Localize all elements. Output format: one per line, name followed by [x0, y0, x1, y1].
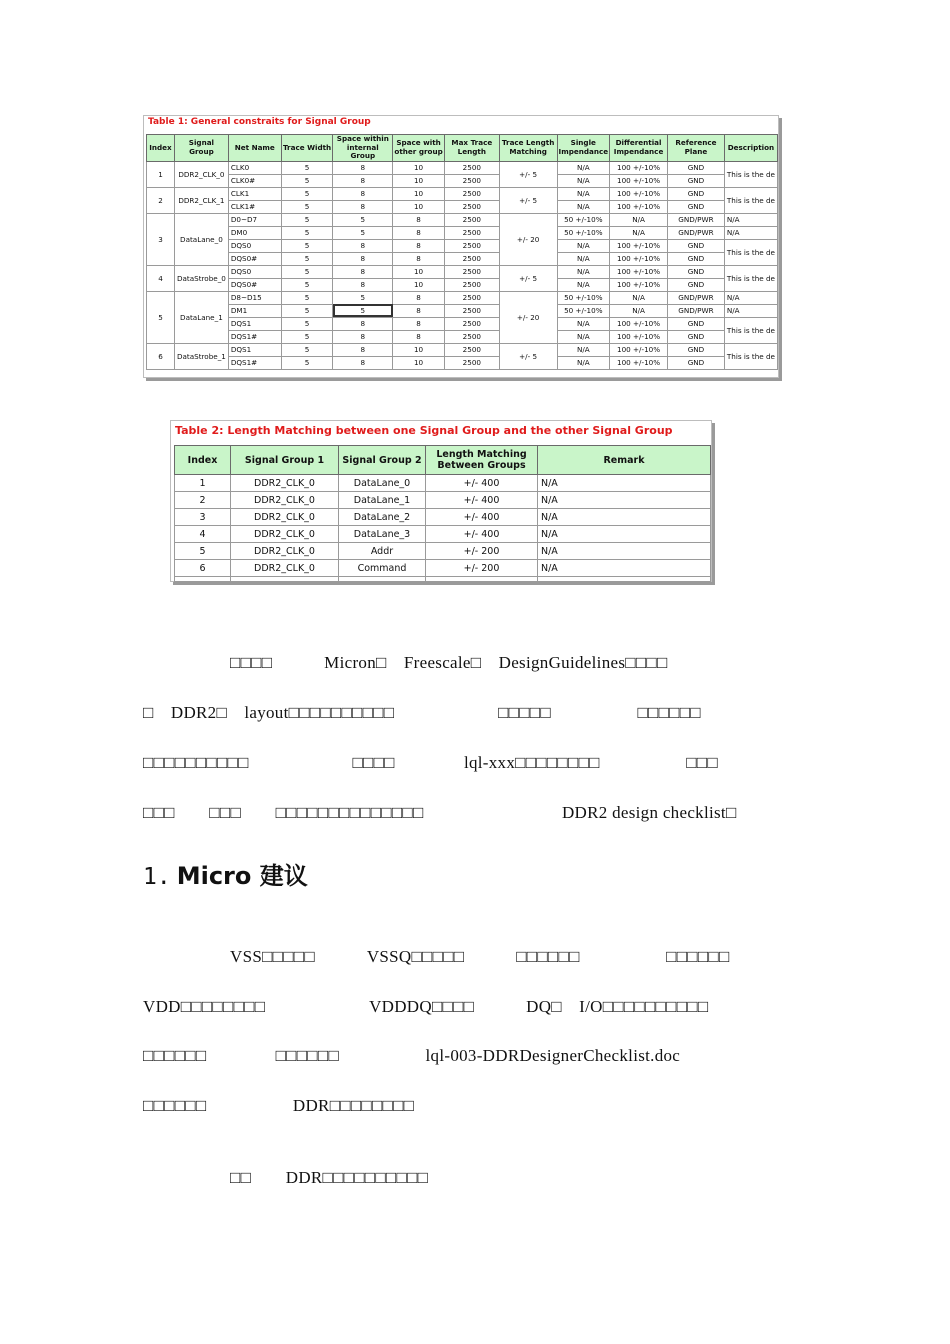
t1-cell: 8: [393, 291, 445, 304]
t2-cell: +/- 400: [426, 475, 538, 492]
t1-cell: 8: [333, 330, 393, 343]
table-row: [147, 278, 778, 291]
t1-cell: GND: [668, 187, 725, 200]
t1-cell: +/- 5: [499, 265, 557, 291]
t1-cell: +/- 20: [499, 213, 557, 265]
t2-cell: Command: [339, 560, 426, 577]
table-row: [175, 509, 711, 526]
t1-cell: CLK1: [228, 187, 281, 200]
t1-cell: GND: [668, 278, 725, 291]
t1-cell: DM1: [228, 304, 281, 317]
table-row: [147, 291, 778, 304]
table2-container: [170, 420, 712, 582]
t1-cell: 5: [281, 265, 333, 278]
t1-cell: 8: [333, 356, 393, 369]
table-row: [147, 304, 778, 317]
t1-cell: 3: [147, 213, 175, 265]
t1-cell: 4: [147, 265, 175, 291]
t1-cell: 50 +/-10%: [557, 291, 610, 304]
t2-cell: N/A: [538, 475, 711, 492]
paragraph2-line3: □□□□□□ □□□□□□ lql-003-DDRDesignerChecklist.doc: [143, 1046, 681, 1065]
table-row: [147, 213, 778, 226]
t2-cell: N/A: [538, 560, 711, 577]
t1-cell: N/A: [557, 174, 610, 187]
t1-header-cell: Trace Width: [281, 135, 333, 162]
t1-cell: 100 +/-10%: [610, 356, 668, 369]
t2-cell: DataLane_0: [339, 475, 426, 492]
paragraph1-line1: □□□□ Micron□ Freescale□ DesignGuidelines□□□□: [230, 653, 668, 672]
t1-cell: 8: [333, 239, 393, 252]
t1-cell: GND: [668, 330, 725, 343]
t1-cell: N/A: [724, 304, 777, 317]
t1-cell: 2500: [444, 161, 499, 174]
t2-cell: DDR2_CLK_0: [231, 509, 339, 526]
t2-cell: 4: [175, 526, 231, 543]
t1-cell: N/A: [557, 343, 610, 356]
t1-cell: 2500: [444, 252, 499, 265]
t2-cell: +/- 200: [426, 543, 538, 560]
t2-cell: N/A: [538, 509, 711, 526]
table-row: [175, 577, 711, 582]
t1-cell: N/A: [724, 291, 777, 304]
t1-cell: 5: [281, 200, 333, 213]
paragraph2-line2: VDD□□□□□□□□ VDDDQ□□□□ DQ□ I/O□□□□□□□□□□: [143, 997, 709, 1016]
t2-cell: +/- 400: [426, 509, 538, 526]
t1-cell: 5: [281, 278, 333, 291]
table1: [146, 134, 778, 370]
t1-cell: N/A: [724, 213, 777, 226]
t1-cell: 8: [393, 239, 445, 252]
t1-cell: DQS0#: [228, 278, 281, 291]
t1-cell: DDR2_CLK_0: [174, 161, 228, 187]
t1-cell: DM0: [228, 226, 281, 239]
t1-cell: 2500: [444, 330, 499, 343]
t1-cell: 2500: [444, 200, 499, 213]
t2-cell: Addr: [339, 543, 426, 560]
t1-cell: 5: [281, 330, 333, 343]
t2-cell: N/A: [538, 492, 711, 509]
t1-cell: This is the de: [724, 343, 777, 369]
t1-cell: N/A: [557, 330, 610, 343]
t1-cell: D8~D15: [228, 291, 281, 304]
t1-cell: GND/PWR: [668, 213, 725, 226]
t1-cell: 2500: [444, 213, 499, 226]
t1-cell: 8: [393, 317, 445, 330]
t2-cell: [426, 577, 538, 582]
section-heading-micro: [143, 856, 308, 891]
t1-cell: CLK1#: [228, 200, 281, 213]
t1-cell: 5: [281, 213, 333, 226]
table-row: [175, 475, 711, 492]
t1-cell: 8: [393, 226, 445, 239]
table-row: [147, 252, 778, 265]
t1-cell: N/A: [610, 226, 668, 239]
t1-cell: +/- 5: [499, 343, 557, 369]
t1-cell: N/A: [557, 278, 610, 291]
t1-cell: N/A: [557, 239, 610, 252]
t1-cell: GND: [668, 200, 725, 213]
heading-number: 1.: [143, 864, 171, 890]
t1-cell: 2500: [444, 278, 499, 291]
t1-cell: 5: [281, 226, 333, 239]
t2-cell: DDR2_CLK_0: [231, 543, 339, 560]
table-row: [147, 161, 778, 174]
t1-cell: 8: [393, 252, 445, 265]
t1-cell: 2500: [444, 265, 499, 278]
t1-cell: 100 +/-10%: [610, 343, 668, 356]
t1-cell: 2500: [444, 356, 499, 369]
t2-cell: [175, 577, 231, 582]
t1-cell: GND: [668, 174, 725, 187]
t1-cell: 100 +/-10%: [610, 317, 668, 330]
t1-cell: 2500: [444, 291, 499, 304]
t1-header-cell: Space within internal Group: [333, 135, 393, 162]
t1-cell: 2: [147, 187, 175, 213]
t1-cell: 10: [393, 200, 445, 213]
t1-cell: 100 +/-10%: [610, 161, 668, 174]
t1-cell: GND: [668, 161, 725, 174]
paragraph2-line1: VSS□□□□□ VSSQ□□□□□ □□□□□□ □□□□□□: [230, 947, 730, 966]
t1-cell: 100 +/-10%: [610, 239, 668, 252]
t1-cell: +/- 5: [499, 187, 557, 213]
t1-cell: N/A: [610, 304, 668, 317]
t1-cell: N/A: [557, 161, 610, 174]
t1-cell: 100 +/-10%: [610, 252, 668, 265]
t1-cell: 5: [281, 161, 333, 174]
t1-cell: 8: [393, 213, 445, 226]
table-row: [147, 239, 778, 252]
t1-cell: CLK0#: [228, 174, 281, 187]
t1-cell: DataStrobe_0: [174, 265, 228, 291]
t1-cell: DataLane_1: [174, 291, 228, 343]
t1-cell: 10: [393, 265, 445, 278]
t1-cell: D0~D7: [228, 213, 281, 226]
t1-header-cell: Reference Plane: [668, 135, 725, 162]
table-row: [147, 226, 778, 239]
t1-cell: 1: [147, 161, 175, 187]
t1-cell: 5: [333, 291, 393, 304]
t1-header-cell: Trace Length Matching: [499, 135, 557, 162]
t1-cell: GND/PWR: [668, 291, 725, 304]
t1-cell: 5: [281, 239, 333, 252]
t1-cell: 10: [393, 343, 445, 356]
table-row: [175, 560, 711, 577]
t1-cell: 100 +/-10%: [610, 174, 668, 187]
t1-cell: This is the de: [724, 265, 777, 291]
t1-cell: 10: [393, 161, 445, 174]
t1-cell: N/A: [610, 213, 668, 226]
t1-cell: 100 +/-10%: [610, 278, 668, 291]
t1-cell: 8: [333, 200, 393, 213]
t1-cell: 5: [281, 174, 333, 187]
t1-cell: 5: [281, 356, 333, 369]
t1-cell: N/A: [610, 291, 668, 304]
t2-cell: DDR2_CLK_0: [231, 475, 339, 492]
t1-cell: 100 +/-10%: [610, 330, 668, 343]
t1-cell: 8: [333, 317, 393, 330]
table-row: [175, 543, 711, 560]
t1-cell: This is the de: [724, 317, 777, 343]
table-row: [175, 492, 711, 509]
t1-cell: 100 +/-10%: [610, 265, 668, 278]
t1-cell: 8: [333, 343, 393, 356]
t1-cell: 100 +/-10%: [610, 200, 668, 213]
t1-cell: DQS0: [228, 239, 281, 252]
t1-cell: 2500: [444, 174, 499, 187]
t1-cell: GND: [668, 252, 725, 265]
t2-cell: DataLane_2: [339, 509, 426, 526]
t1-cell: 8: [393, 304, 445, 317]
t1-cell: GND: [668, 317, 725, 330]
t1-cell: DQS0#: [228, 252, 281, 265]
t1-cell: 8: [393, 330, 445, 343]
t1-cell: 10: [393, 356, 445, 369]
table-row: [147, 265, 778, 278]
paragraph1-line3: □□□□□□□□□□ □□□□ lql-xxx□□□□□□□□ □□□: [143, 753, 718, 772]
t2-cell: +/- 400: [426, 526, 538, 543]
table2-title: Table 2: Length Matching between one Signal Group and the other Signal Group: [175, 424, 673, 437]
t1-cell: N/A: [557, 187, 610, 200]
t2-cell: DDR2_CLK_0: [231, 492, 339, 509]
t1-header-cell: Description: [724, 135, 777, 162]
t1-cell: 5: [281, 304, 333, 317]
t2-cell: [231, 577, 339, 582]
t1-cell: 8: [333, 252, 393, 265]
paragraph2-line4: □□□□□□ DDR□□□□□□□□: [143, 1096, 415, 1115]
t1-cell: DQS1#: [228, 356, 281, 369]
t1-cell: GND/PWR: [668, 226, 725, 239]
t1-header-cell: Net Name: [228, 135, 281, 162]
t1-cell: 5: [333, 226, 393, 239]
table2-header-row: [175, 446, 711, 475]
t1-cell: 10: [393, 278, 445, 291]
t2-header-cell: Length Matching Between Groups: [426, 446, 538, 475]
t2-cell: DataLane_1: [339, 492, 426, 509]
t2-cell: [538, 577, 711, 582]
heading-text: Micro 建议: [176, 862, 308, 890]
t2-header-cell: Signal Group 1: [231, 446, 339, 475]
t1-cell: 2500: [444, 226, 499, 239]
t2-header-cell: Index: [175, 446, 231, 475]
paragraph1-line4: □□□ □□□ □□□□□□□□□□□□□□ DDR2 design checklist□: [143, 803, 737, 822]
t1-cell: 50 +/-10%: [557, 226, 610, 239]
t1-cell: N/A: [724, 226, 777, 239]
t1-cell: This is the de: [724, 187, 777, 213]
t1-header-cell: Differential Impendance: [610, 135, 668, 162]
t2-cell: +/- 400: [426, 492, 538, 509]
t1-cell: +/- 20: [499, 291, 557, 343]
t1-cell: 100 +/-10%: [610, 187, 668, 200]
t1-cell: 50 +/-10%: [557, 304, 610, 317]
table2: [174, 445, 711, 582]
t1-cell: 2500: [444, 187, 499, 200]
t1-header-cell: Single Impendance: [557, 135, 610, 162]
t1-cell: DQS1#: [228, 330, 281, 343]
t1-cell: This is the de: [724, 161, 777, 187]
t1-cell: GND: [668, 356, 725, 369]
t2-cell: 2: [175, 492, 231, 509]
t1-cell: DQS1: [228, 343, 281, 356]
t1-cell: 8: [333, 278, 393, 291]
table1-title: Table 1: General constraits for Signal Group: [148, 117, 371, 127]
t2-cell: [339, 577, 426, 582]
t1-cell: 5: [333, 213, 393, 226]
table-row: [147, 356, 778, 369]
table-row: [147, 317, 778, 330]
t2-cell: DDR2_CLK_0: [231, 560, 339, 577]
t1-cell: 8: [333, 174, 393, 187]
t1-cell: +/- 5: [499, 161, 557, 187]
t2-header-cell: Signal Group 2: [339, 446, 426, 475]
t1-cell: GND: [668, 239, 725, 252]
t1-cell: DQS0: [228, 265, 281, 278]
t2-cell: N/A: [538, 543, 711, 560]
t1-cell: 2500: [444, 317, 499, 330]
t2-cell: 6: [175, 560, 231, 577]
t1-cell: 5: [281, 343, 333, 356]
t1-cell: GND/PWR: [668, 304, 725, 317]
t1-cell: 2500: [444, 343, 499, 356]
t1-cell: 6: [147, 343, 175, 369]
t1-cell: N/A: [557, 252, 610, 265]
t2-header-cell: Remark: [538, 446, 711, 475]
table1-header-row: [147, 135, 778, 162]
t2-cell: DDR2_CLK_0: [231, 526, 339, 543]
t1-cell: 8: [333, 161, 393, 174]
t1-cell: 50 +/-10%: [557, 213, 610, 226]
table-row: [147, 343, 778, 356]
t1-cell: 5: [281, 291, 333, 304]
t1-cell: 2500: [444, 304, 499, 317]
t1-cell: 5: [281, 187, 333, 200]
t1-cell: N/A: [557, 200, 610, 213]
t1-cell: 2500: [444, 239, 499, 252]
t1-cell: N/A: [557, 265, 610, 278]
table-row: [175, 526, 711, 543]
t2-cell: 5: [175, 543, 231, 560]
t2-cell: DataLane_3: [339, 526, 426, 543]
t1-cell: GND: [668, 265, 725, 278]
t1-cell: 5: [281, 317, 333, 330]
table-row: [147, 200, 778, 213]
t1-header-cell: Signal Group: [174, 135, 228, 162]
t1-header-cell: Index: [147, 135, 175, 162]
t1-cell: 10: [393, 174, 445, 187]
t1-cell: 8: [333, 265, 393, 278]
t1-cell: GND: [668, 343, 725, 356]
t1-header-cell: Max Trace Length: [444, 135, 499, 162]
t2-cell: N/A: [538, 526, 711, 543]
t1-cell: 10: [393, 187, 445, 200]
table-row: [147, 187, 778, 200]
t1-cell: 5: [333, 304, 393, 317]
t1-cell: 8: [333, 187, 393, 200]
paragraph1-line2: □ DDR2□ layout□□□□□□□□□□ □□□□□ □□□□□□: [143, 703, 701, 722]
t1-cell: DQS1: [228, 317, 281, 330]
t1-cell: This is the de: [724, 239, 777, 265]
t1-cell: DDR2_CLK_1: [174, 187, 228, 213]
t1-cell: CLK0: [228, 161, 281, 174]
t1-cell: DataStrobe_1: [174, 343, 228, 369]
paragraph3-line1: □□ DDR□□□□□□□□□□: [230, 1168, 429, 1187]
table-row: [147, 174, 778, 187]
t1-cell: 5: [281, 252, 333, 265]
t1-header-cell: Space with other group: [393, 135, 445, 162]
t1-cell: N/A: [557, 317, 610, 330]
table-row: [147, 330, 778, 343]
t2-cell: 3: [175, 509, 231, 526]
t1-cell: N/A: [557, 356, 610, 369]
t2-cell: 1: [175, 475, 231, 492]
t1-cell: DataLane_0: [174, 213, 228, 265]
table1-container: [143, 115, 779, 378]
t2-cell: +/- 200: [426, 560, 538, 577]
t1-cell: 5: [147, 291, 175, 343]
